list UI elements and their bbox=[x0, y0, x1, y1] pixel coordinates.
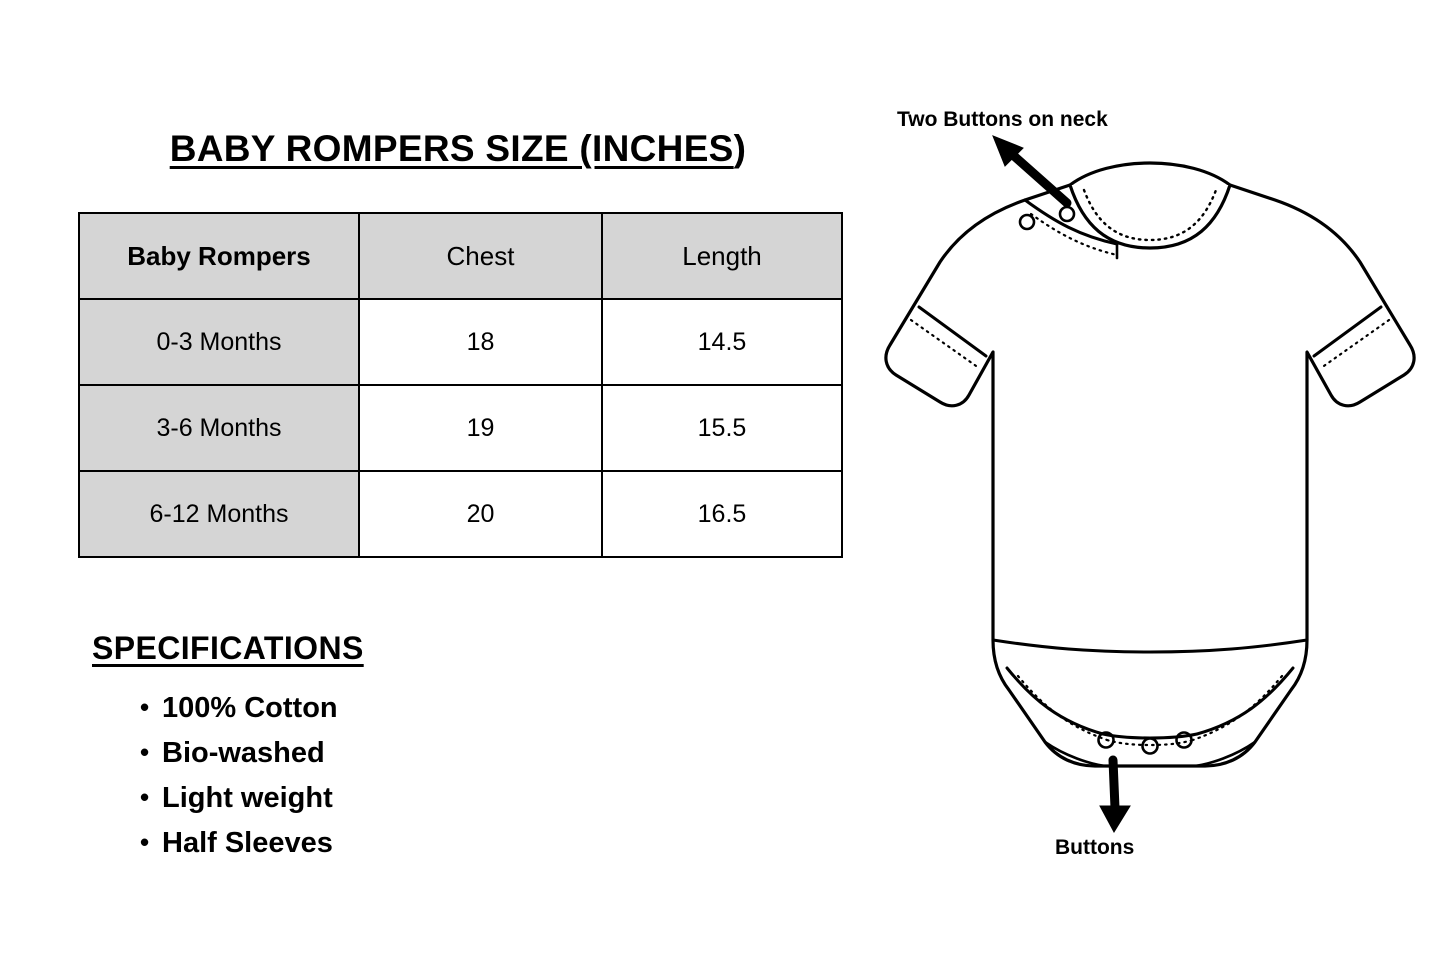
cell-chest: 18 bbox=[359, 299, 602, 385]
list-item: • Bio-washed bbox=[140, 731, 338, 776]
page-title bbox=[78, 128, 838, 170]
table-header-row bbox=[79, 213, 842, 299]
cell-chest: 19 bbox=[359, 385, 602, 471]
table-row bbox=[79, 299, 842, 385]
cell-length: 16.5 bbox=[602, 471, 842, 557]
list-item: • 100% Cotton bbox=[140, 686, 338, 731]
cell-size: 3-6 Months bbox=[79, 385, 359, 471]
romper-illustration bbox=[855, 0, 1445, 963]
annotation-buttons: Buttons bbox=[1055, 836, 1135, 859]
table-row bbox=[79, 471, 842, 557]
column-header-chest: Chest bbox=[359, 213, 602, 299]
specifications-heading: SPECIFICATIONS bbox=[92, 630, 364, 666]
romper-technical-drawing-svg bbox=[855, 0, 1445, 963]
column-header-length: Length bbox=[602, 213, 842, 299]
specifications-list bbox=[112, 686, 338, 866]
cell-length: 15.5 bbox=[602, 385, 842, 471]
size-chart-table bbox=[78, 212, 843, 558]
page-title-tail: ) bbox=[733, 128, 747, 169]
list-item: • Light weight bbox=[140, 776, 338, 821]
annotation-two-buttons-on-neck: Two Buttons on neck bbox=[897, 108, 1108, 131]
page-title-underlined-text: BABY ROMPERS SIZE (INCHES bbox=[169, 128, 734, 169]
cell-size: 0-3 Months bbox=[79, 299, 359, 385]
cell-size: 6-12 Months bbox=[79, 471, 359, 557]
cell-chest: 20 bbox=[359, 471, 602, 557]
table-row bbox=[79, 385, 842, 471]
list-item: • Half Sleeves bbox=[140, 821, 338, 866]
cell-length: 14.5 bbox=[602, 299, 842, 385]
column-header-baby-rompers: Baby Rompers bbox=[79, 213, 359, 299]
